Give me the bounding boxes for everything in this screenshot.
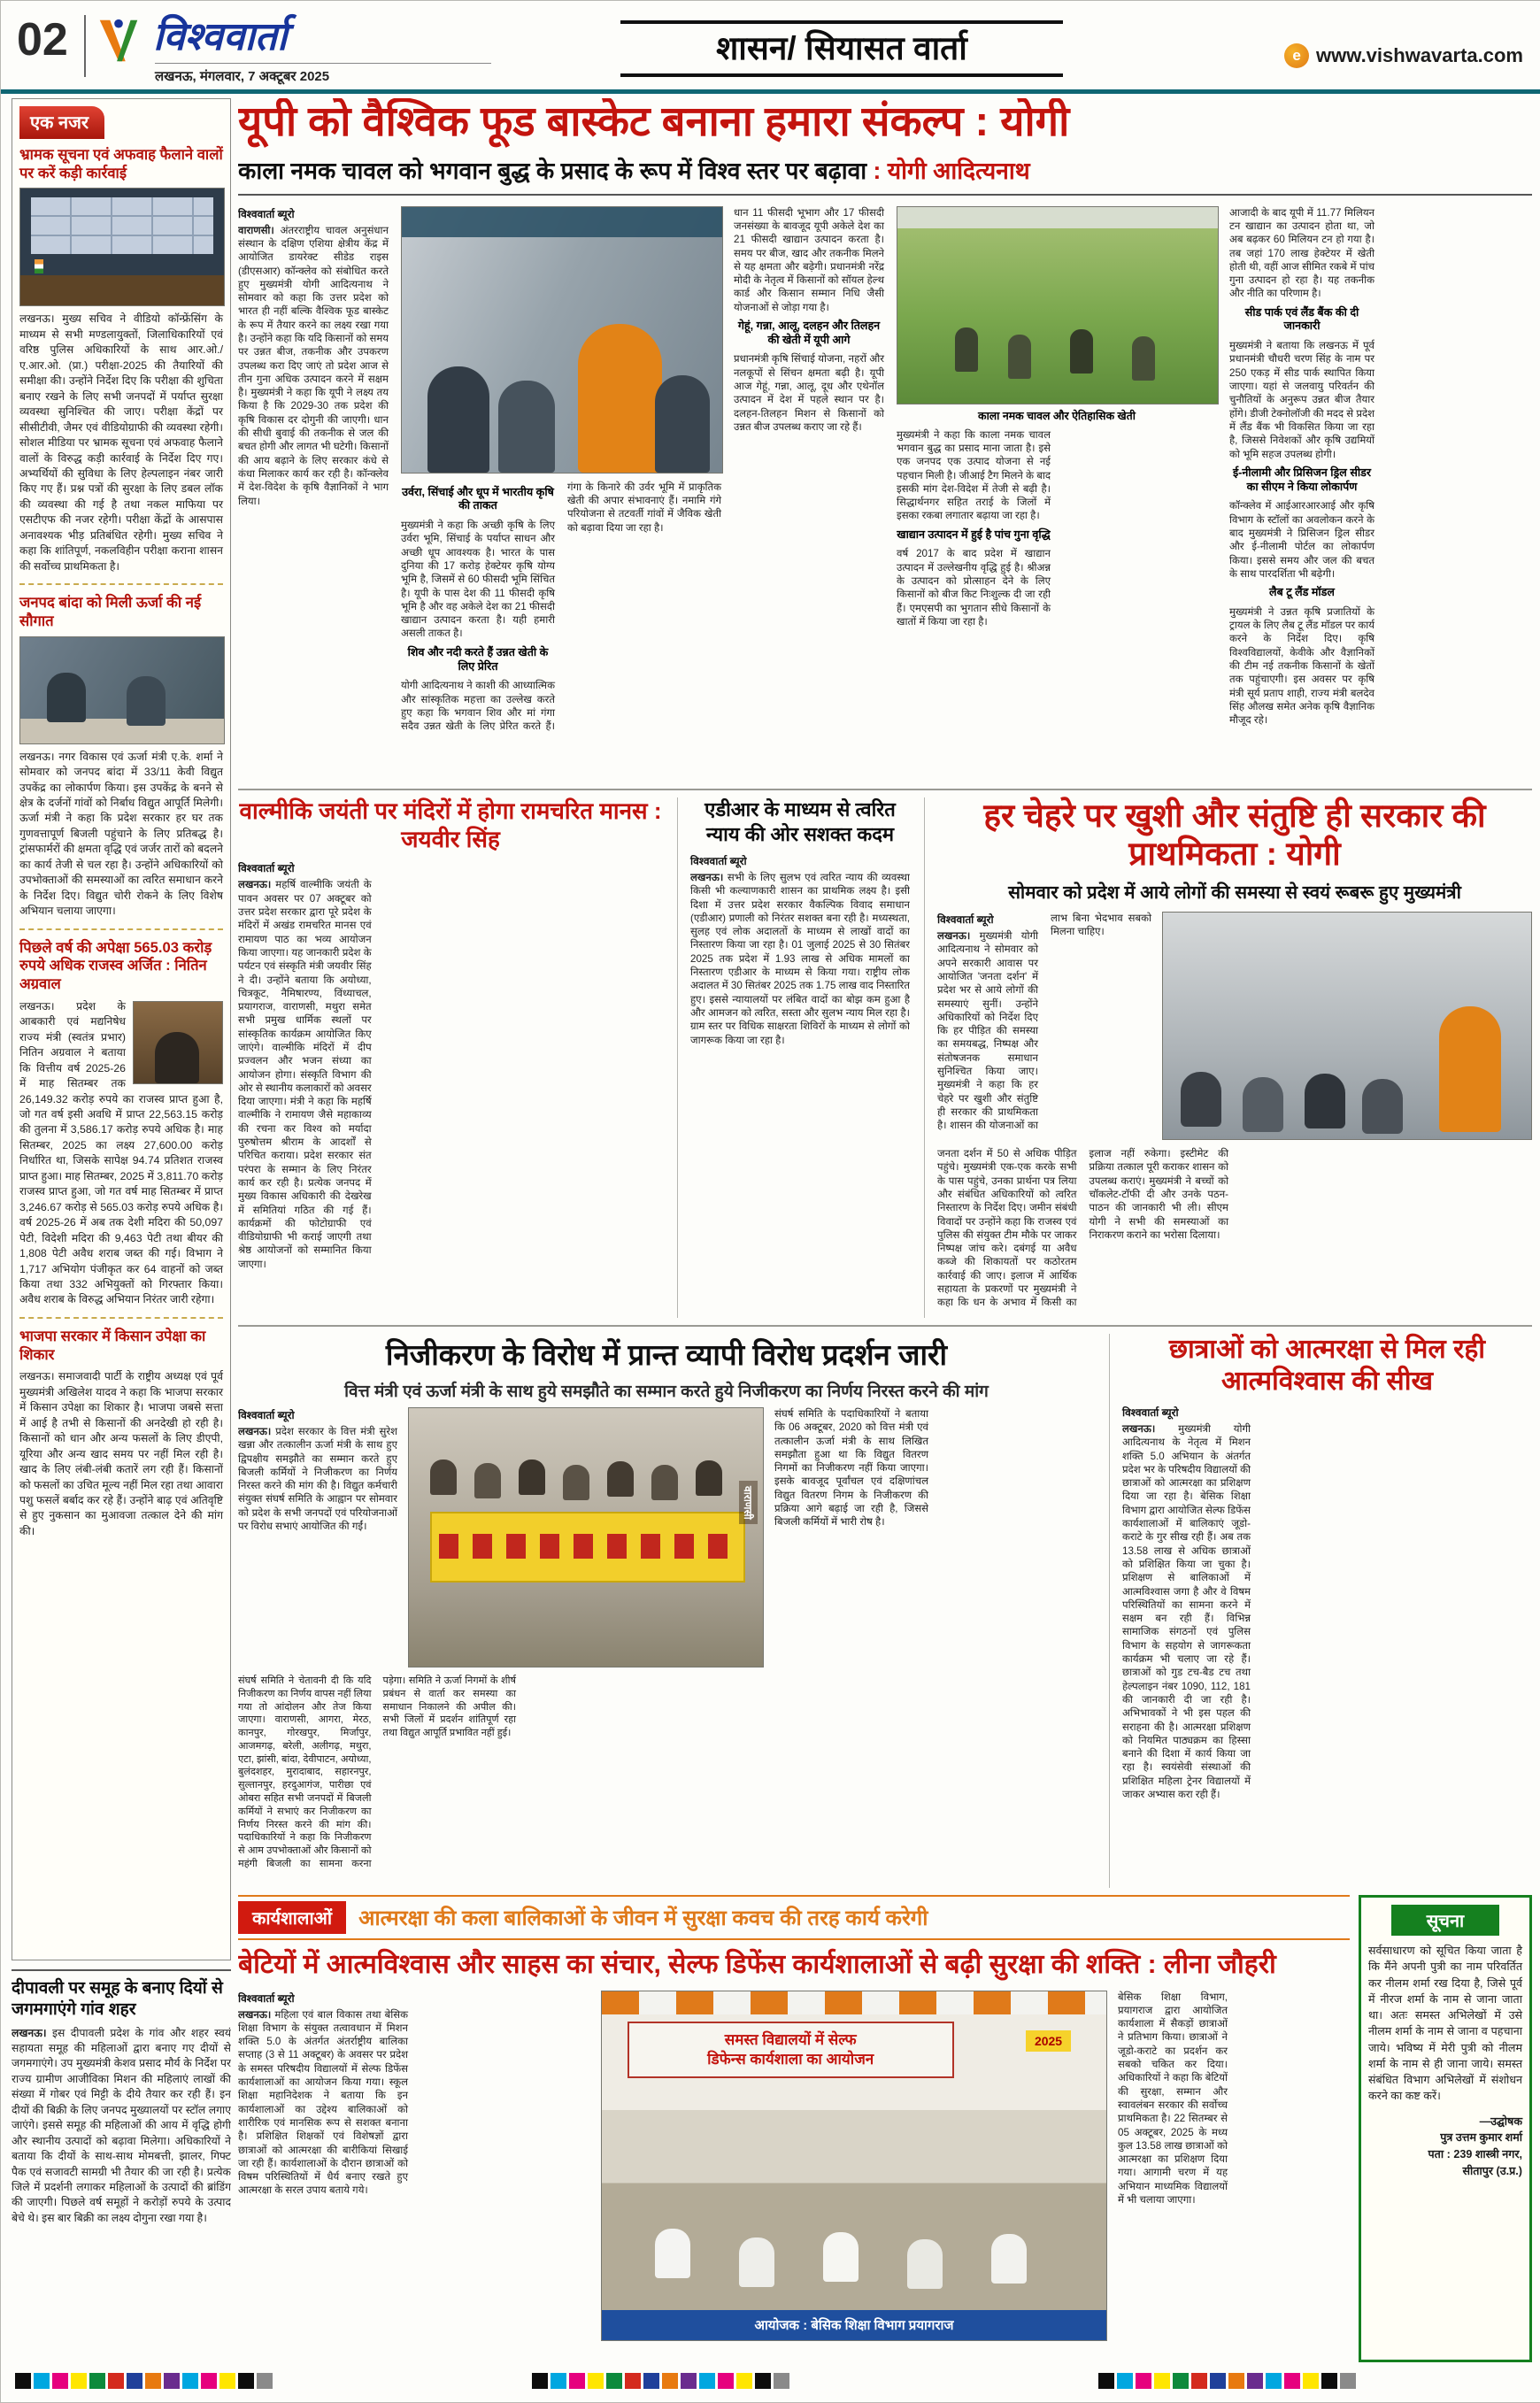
- photo-shape: [47, 673, 86, 722]
- story-text: प्रदेश सरकार के वित्त मंत्री सुरेश खन्ना और तत्कालीन ऊर्जा मंत्री के साथ हुए द्विपक्षीय समझौते का सम्मान करते हुए बिजली कर्मियों ने निजीकरण का निर्णय निरस्त करने की मांग की है। विद्युत कर्मचारी संयुक्त संघर्ष समिति के आह्वान पर सोमवार को प्रदेश के सभी जनपदों एवं परियोजनाओं पर विरोध सभाएं आयोजित की गईं।: [238, 1426, 397, 1533]
- registration-mark: [1191, 2373, 1207, 2389]
- workshop-banner: [628, 2022, 954, 2078]
- one-glance-header: एक नजर: [19, 106, 104, 139]
- story-text: [12, 2026, 231, 2227]
- registration-mark: [736, 2373, 752, 2389]
- protest-banner: [430, 1512, 745, 1583]
- sidebar-story-3-text: लखनऊ। प्रदेश के आबकारी एवं मद्यनिषेध राज्य मंत्री (स्वतंत्र प्रभार) नितिन अग्रवाल ने बताया कि वित्तीय वर्ष 2025-26 में माह सितम्बर तक 26,149.32 करोड़ रुपये का राजस्व प्राप्त हुआ है, जो गत वर्ष इसी अवधि में प्राप्त 22,563.15 करोड़ की तुलना में 3,586.17 करोड़ रुपये अधिक है। माह सितम्बर, 2025 का लक्ष्य 27,600.00 करोड़ निर्धारित था, जिसके सापेक्ष 94.74 प्रतिशत राजस्व प्राप्त हुआ। माह सितम्बर, 2025 में 3,811.70 करोड़ राजस्व प्राप्त हुआ, जो गत वर्ष माह सितम्बर में प्राप्त 3,246.67 करोड़ से 565.03 करोड़ रुपये अधिक है। वर्ष 2025-26 में अब तक देशी मदिरा की 50,097 पेटी, विदेशी मदिरा की 9,463 पेटी तथा बीयर की 1,808 पेटी अवैध शराब जब्त की गई। विभाग ने 1,717 अभियोग पंजीकृत कर 64 वाहनों को जब्त किया तथा 332 अभियुक्तों को गिरफ्तार किया। अवैध शराब के विरुद्ध अभियान निरंतर जारी रहेगा।: [19, 999, 223, 1306]
- story-text: [238, 878, 372, 1271]
- nitin-agrawal-photo: [133, 1001, 223, 1084]
- dateline: लखनऊ।: [238, 2008, 272, 2021]
- print-color-bar: [15, 2373, 273, 2391]
- valmiki-body: [238, 860, 663, 1303]
- india-flag-icon: [35, 259, 43, 273]
- registration-mark: [1284, 2373, 1300, 2389]
- photo-shape: [655, 2229, 690, 2278]
- registration-mark: [108, 2373, 124, 2389]
- registration-mark: [569, 2373, 585, 2389]
- photo-shape: [602, 1991, 1106, 2014]
- registration-mark: [1321, 2373, 1337, 2389]
- lead-subheadline-name: : योगी आदित्यनाथ: [873, 157, 1030, 184]
- sidebar-story-4-text: लखनऊ। समाजवादी पार्टी के राष्ट्रीय अध्यक्ष एवं पूर्व मुख्यमंत्री अखिलेश यादव ने कहा कि भाजपा सरकार में किसान उपेक्षा का शिकार है। भाजपा जबसे सत्ता में आई है तभी से किसानों की अनदेखी हो रही है। किसानों को धान और अन्य फसलों के लिए डीएपी, यूरिया और अन्य खाद समय पर नहीं मिल रही है। खाद के लिए लंबी-लंबी कतारें लग रही हैं। किसानों को फसलों का उचित मूल्य नहीं मिल रहा तथा आवारा पशु फसलें बर्बाद कर रहे हैं। उन्होंने बाढ़ एवं अतिवृष्टि से हुए नुकसान का मुआवजा तत्काल देने की मांग की।: [19, 1370, 223, 1537]
- dateline: वाराणसी।: [238, 224, 274, 236]
- sidebar-separator: [19, 583, 223, 585]
- story-text: मुख्यमंत्री योगी आदित्यनाथ के नेतृत्व में मिशन शक्ति 5.0 अभियान के अंतर्गत प्रदेश भर के परिषदीय विद्यालयों की छात्राओं को आत्मरक्षा का प्रशिक्षण दिया जा रहा है। बेसिक शिक्षा विभाग द्वारा आयोजित सेल्फ डिफेंस कार्यशालाओं में बालिकाएं जूडो-कराटे के गुर सीख रही हैं। अब तक 13.58 लाख से अधिक छात्राओं को प्रशिक्षित किया जा चुका है। प्रशिक्षण से बालिकाओं में आत्मविश्वास जगा है और वे विषम परिस्थितियों का सामना करने में सक्षम बन रही हैं। विभिन्न सामाजिक संगठनों एवं पुलिस विभाग के सहयोग से जागरूकता कार्यक्रम भी चलाए जा रहे हैं। छात्राओं को गुड टच-बैड टच तथा हेल्पलाइन नंबर 1090, 112, 181 की जानकारी दी जा रही है। अभिभावकों ने भी इस पहल की सराहना की है। आत्मरक्षा प्रशिक्षण को नियमित पाठ्यक्रम का हिस्सा बनाने की दिशा में कार्य किया जा रहा है। स्वयंसेवी संस्थाओं की प्रशिक्षित महिला ट्रेनर विद्यालयों में जाकर अभ्यास करा रही हैं।: [1122, 1423, 1251, 1801]
- privatization-left-text: [238, 1407, 397, 1667]
- story-text: धान 11 फीसदी भूभाग और 17 फीसदी जनसंख्या के बावजूद यूपी अकेले देश का 21 फीसदी खाद्यान उत्पादन करता है। समय पर बीज, खाद और तकनीक मिलने से यह क्षमता और बढ़ेगी। प्रधानमंत्री नरेंद्र मोदी के नेतृत्व में किसानों को सॉयल हेल्थ कार्ड और किसान सम्मान निधि जैसी योजनाओं से जोड़ा गया है।: [734, 206, 884, 313]
- workshop-strip-text: आत्मरक्षा की कला बालिकाओं के जीवन में सुरक्षा कवच की तरह कार्य करेगी: [358, 1906, 928, 1930]
- second-band: [238, 789, 1532, 1318]
- story-text: महर्षि वाल्मीकि जयंती के पावन अवसर पर 07 अक्टूबर को उत्तर प्रदेश सरकार द्वारा पूरे प्रदेश के मंदिरों में अखंड रामचरित मानस एवं रामायण पाठ का भव्य आयोजन किया जाएगा। यह जानकारी प्रदेश के पर्यटन एवं संस्कृति मंत्री जयवीर सिंह ने दी। उन्होंने बताया कि अयोध्या, चित्रकूट, नैमिषारण्य, विंध्याचल, प्रयागराज, वाराणसी, मथुरा समेत सभी प्रमुख धार्मिक स्थलों पर सांस्कृतिक कार्यक्रम आयोजित किए जाएंगे। वाल्मीकि मंदिरों में दीप प्रज्वलन और भजन संध्या का आयोजन होगा। संस्कृति विभाग की ओर से स्थानीय कलाकारों को अवसर दिया जाएगा। मंत्री ने कहा कि महर्षि वाल्मीकि ने रामायण जैसे महाकाव्य की रचना कर विश्व को मर्यादा पुरुषोत्तम श्रीराम के आदर्शों से परिचित कराया। प्रदेश सरकार संत परंपरा के सम्मान के लिए निरंतर कार्य कर रही है। प्रत्येक जनपद में मुख्य विकास अधिकारी की देखरेख में समितियां गठित की गई हैं। कार्यक्रमों की फोटोग्राफी एवं वीडियोग्राफी भी कराई जाएगी तथा श्रेष्ठ आयोजनों को सम्मानित किया जाएगा।: [238, 879, 372, 1270]
- story-text: अंतरराष्ट्रीय चावल अनुसंधान संस्थान के दक्षिण एशिया क्षेत्रीय केंद्र में आयोजित डायरेक्ट सीडेड राइस (डीएसआर) कॉन्क्लेव को संबोधित करते हुए मुख्यमंत्री योगी आदित्यनाथ ने सोमवार को कहा कि उत्तर प्रदेश को भारत ही नहीं बल्कि वैश्विक फूड बास्केट के रूप में तैयार करने का लक्ष्य रखा गया है। उन्होंने कहा कि यदि किसानों को समय पर उन्नत बीज, तकनीक और उपकरण उपलब्ध करा दिए जाएं तो प्रदेश आज से तीन गुना अधिक उत्पादन करने में सक्षम है। मुख्यमंत्री ने कहा कि यूपी ने लक्ष्य तय किया है कि 2029-30 तक प्रदेश की कृषि विकास दर दोगुनी की जाएगी। धान की सीधी बुवाई की तकनीक से जल की बचत होगी और लागत भी घटेगी। किसानों की आय बढ़ाने के लिए सरकार कंधे से कंधा मिलाकर कार्य कर रही है। कॉन्क्लेव में देश-विदेश के कृषि वैज्ञानिकों ने भाग लिया।: [238, 224, 389, 507]
- print-color-bar: [1098, 2373, 1356, 2391]
- public-notice: [1359, 1895, 1532, 2362]
- registration-mark: [1228, 2373, 1244, 2389]
- substation-inauguration-photo: [19, 636, 225, 744]
- dateline: लखनऊ।: [690, 872, 724, 883]
- edition-dateline: लखनऊ, मंगलवार, 7 अक्टूबर 2025: [155, 63, 491, 85]
- registration-mark: [1266, 2373, 1282, 2389]
- banner-line-2: डिफेन्स कार्यशाला का आयोजन: [707, 2050, 874, 2068]
- privatization-headline: निजीकरण के विरोध में प्रान्त व्यापी विरोध प्रदर्शन जारी: [385, 1338, 948, 1371]
- story-text: [690, 871, 910, 1294]
- registration-mark: [145, 2373, 161, 2389]
- sidebar-story-2-headline: जनपद बांदा को मिली ऊर्जा की नई सौगात: [19, 594, 202, 629]
- photo-shape: [655, 375, 710, 473]
- video-conference-photo: [19, 188, 225, 306]
- registration-mark: [662, 2373, 678, 2389]
- story-text: योगी आदित्यनाथ ने काशी की आध्यात्मिक और सांस्कृतिक महत्ता का उल्लेख करते हुए कहा कि भगवान शिव और मां गंगा सदैव उन्नत खेती के लिए प्रेरित करते हैं। गंगा के किनारे की उर्वर भूमि में प्राकृतिक खेती की अपार संभावनाएं हैं। नमामि गंगे परियोजना से तटवर्ती गांवों में जैविक खेती को बढ़ावा दिया जा रहा है।: [401, 481, 721, 733]
- registration-mark: [257, 2373, 273, 2389]
- workshop-strip: [238, 1895, 1350, 1940]
- janata-headline: हर चेहरे पर खुशी और संतुष्टि ही सरकार की प्राथमिकता : योगी: [983, 797, 1486, 872]
- story-text: मुख्यमंत्री ने बताया कि लखनऊ में पूर्व प्रधानमंत्री चौधरी चरण सिंह के नाम पर 250 एकड़ में सीड पार्क स्थापित किया जाएगा। यहां से जलवायु परिवर्तन की चुनौतियों के अनुरूप उन्नत बीज तैयार होंगे। डीजी टेक्नोलॉजी की मदद से प्रदेश में लैंड बैंक भी विकसित किया जा रहा है, जिससे निवेशकों और कृषि उद्यमियों को भूमि सहज उपलब्ध होगी।: [1229, 340, 1374, 460]
- crosshead: गेहूं, गन्ना, आलू, दलहन और तिलहन की खेती में यूपी आगे: [737, 320, 881, 346]
- workshop-right-text: बेसिक शिक्षा विभाग, प्रयागराज द्वारा आयोजित कार्यशाला में सैकड़ों छात्राओं ने प्रतिभाग किया। छात्राओं ने जूडो-कराटे का प्रदर्शन कर सबको चकित कर दिया। अधिकारियों ने कहा कि बेटियों की सुरक्षा, सम्मान और स्वावलंबन सरकार की सर्वोच्च प्राथमिकता है। 22 सितम्बर से 05 अक्टूबर, 2025 के मध्य कुल 13.58 लाख छात्राओं को आत्मरक्षा का प्रशिक्षण दिया गया। आगामी चरण में यह अभियान माध्यमिक विद्यालयों में भी चलाया जाएगा।: [1118, 1991, 1228, 2207]
- registration-mark: [164, 2373, 180, 2389]
- banner-year: 2025: [1026, 2030, 1071, 2052]
- registration-mark: [551, 2373, 566, 2389]
- photo-shape: [20, 275, 224, 305]
- lead-body: [238, 206, 1532, 773]
- byline: विश्ववार्ता ब्यूरो: [238, 1991, 295, 2005]
- notice-text: सर्वसाधारण को सूचित किया जाता है कि मैंने अपनी पुत्री का नाम परिवर्तित कर नीलम शर्मा रख दिया है, जिसे पूर्व में नीरज शर्मा के नाम से जाना जाता था। अतः समस्त अभिलेखों में उसे नीलम शर्मा के नाम से जाना व पहचाना जाये। भविष्य में मेरी पुत्री को नीलम शर्मा के नाम से ही जाना जाये। समस्त संबंधित विभाग अभिलेखों में संशोधन करने का कष्ट करें।: [1368, 1945, 1522, 2103]
- registration-mark: [606, 2373, 622, 2389]
- story-text: वर्ष 2017 के बाद प्रदेश में खाद्यान उत्पादन में उल्लेखनीय वृद्धि हुई है। श्रीअन्न के उत्पादन को प्रोत्साहन देने के लिए किसानों को बीज किट निःशुल्क दी जा रही हैं। एमएसपी का भुगतान सीधे किसानों के खातों में किया जा रहा है।: [897, 548, 1051, 628]
- page-number: 02: [17, 14, 68, 65]
- janata-left-text: [937, 912, 1151, 1138]
- notice-signature: [1368, 2114, 1522, 2181]
- registration-mark: [532, 2373, 548, 2389]
- lead-column-4-text: [897, 428, 1217, 763]
- photo-shape: [402, 207, 722, 237]
- sidebar-separator: [19, 928, 223, 930]
- registration-mark: [52, 2373, 68, 2389]
- janata-subheadline: सोमवार को प्रदेश में आये लोगों की समस्या से स्वयं रूबरू हुए मुख्यमंत्री: [1008, 882, 1461, 904]
- sidebar-story-3-headline: पिछले वर्ष की अपेक्षा 565.03 करोड़ रुपये अधिक राजस्व अर्जित : नितिन अग्रवाल: [19, 938, 212, 993]
- registration-mark: [1303, 2373, 1319, 2389]
- story-text: इस दीपावली प्रदेश के गांव और शहर स्वयं सहायता समूह की महिलाओं द्वारा बनाए गए दीयों से जगमगाएंगे। उप मुख्यमंत्री केशव प्रसाद मौर्य के निर्देश पर राज्य ग्रामीण आजीविका मिशन की महिलाएं लाखों की संख्या में गोबर एवं मिट्टी के दीये तैयार कर रही हैं। इन दीयों की बिक्री के लिए जनपद मुख्यालयों पर स्टॉल लगाए जाएंगे। इससे समूह की महिलाओं की आय में वृद्धि होगी और स्थानीय उत्पादों को बढ़ावा मिलेगा। अधिकारियों ने बताया कि दीयों के साथ-साथ मोमबत्ती, झालर, गिफ्ट पैक एवं सजावटी सामग्री भी तैयार की जा रही है। प्रत्येक जिले में प्रदर्शनी लगाकर महिलाओं के उत्पादों की ब्रांडिंग की जाएगी। पिछले वर्ष समूहों ने करोड़ों रुपये के उत्पाद बेचे थे। इस बार बिक्री का लक्ष्य दोगुना रखा गया है।: [12, 2026, 231, 2224]
- privatization-subheadline: वित्त मंत्री एवं ऊर्जा मंत्री के साथ हुये समझौते का सम्मान करते हुये निजीकरण का निर्णय निरस्त करने की मांग: [344, 1382, 989, 1401]
- adr-story: [677, 797, 910, 1318]
- registration-mark: [238, 2373, 254, 2389]
- story-text: महिला एवं बाल विकास तथा बेसिक शिक्षा विभाग के संयुक्त तत्वावधान में मिशन शक्ति 5.0 के अंतर्गत अंतर्राष्ट्रीय बालिका सप्ताह (3 से 11 अक्टूबर) के अवसर पर प्रदेश के समस्त परिषदीय विद्यालयों में सेल्फ डिफेंस कार्यशालाओं का आयोजन किया गया। स्कूल शिक्षा महानिदेशक ने बताया कि इ‍न कार्यशालाओं का उद्देश्य बालिकाओं को शारीरिक एवं मानसिक रूप से सशक्त बनाना है। प्रशिक्षित शिक्षकों एवं विशेषज्ञों द्वारा छात्राओं को आत्मरक्षा की बारीकियां सिखाई जा रही हैं। कार्यशालाओं के दौरान छात्राओं को विषम परिस्थितियों में धैर्य बनाए रखते हुए आत्मरक्षा के सरल उपाय बताये गये।: [238, 2008, 408, 2197]
- crosshead: खाद्यान उत्पादन में हुई है पांच गुना वृद्धि: [897, 528, 1051, 541]
- story-text: कॉन्क्लेव में आईआरआरआई और कृषि विभाग के स्टॉलों का अवलोकन करने के बाद मुख्यमंत्री ने प्रिसिजन ड्रिल सीडर और ई-नीलामी पोर्टल का लोकार्पण किया। इससे समय और जल की बचत के साथ पारदर्शिता भी बढ़ेगी।: [1229, 500, 1374, 580]
- registration-mark: [1173, 2373, 1189, 2389]
- one-glance-sidebar: [12, 98, 231, 1960]
- photo-shape: [1181, 1072, 1221, 1127]
- self-defense-workshop-photo: [601, 1991, 1107, 2341]
- masthead-logo-icon: [93, 15, 144, 66]
- byline: विश्ववार्ता ब्यूरो: [690, 855, 747, 867]
- valmiki-headline: वाल्मीकि जयंती पर मंदिरों में होगा रामचरित मानस : जयवीर सिंह: [239, 797, 662, 852]
- registration-mark: [1136, 2373, 1151, 2389]
- story-text: [238, 2008, 408, 2198]
- registration-mark: [1154, 2373, 1170, 2389]
- privatization-bottom-text: संघर्ष समिति ने चेतावनी दी कि यदि निजीकरण का निर्णय वापस नहीं लिया गया तो आंदोलन और तेज किया जाएगा। वाराणसी, आगरा, मेरठ, कानपुर, गोरखपुर, मिर्जापुर, आजमगढ़, बरेली, अलीगढ़, मथुरा, एटा, झांसी, बांदा, देवीपाटन, अयोध्या, बुलंदशहर, मुरादाबाद, सहारनपुर, सुल्तानपुर, हरदुआगंज, पारीछा एवं ओबरा सहित सभी जनपदों में बिजली कर्मियों ने सभाएं कर निजीकरण का निर्णय निरस्त करने की मांग की। पदाधिकारियों ने कहा कि निजीकरण से आम उपभोक्ताओं और किसानों को महंगी बिजली का सामना करना पड़ेगा। समिति ने ऊर्जा निगमों के शीर्ष प्रबंधन से वार्ता कर समस्या का समाधान निकालने की अपील की। सभी जिलों में प्रदर्शन शांतिपूर्ण रहा तथा विद्युत आपूर्ति प्रभावित नहीं हुई।: [238, 1675, 516, 1869]
- third-band: [238, 1325, 1532, 1888]
- registration-mark: [625, 2373, 641, 2389]
- sidebar-story-1-text: लखनऊ। मुख्य सचिव ने वीडियो कॉन्फ्रेंसिंग के माध्यम से सभी मण्डलायुक्तों, जिलाधिकारियों एवं वरिष्ठ पुलिस अधिकारियों के साथ आर.ओ./ए.आर.ओ. (प्रा.) परीक्षा-2025 की तैयारियों की समीक्षा की। उन्होंने निर्देश दिए कि परीक्षा की शुचिता बनाए रखने के लिए सभी जनपदों में पर्याप्त सुरक्षा व्यवस्था सुनिश्चित की जाए। परीक्षा केंद्रों पर सीसीटीवी, जैमर एवं वीडियोग्राफी की व्यवस्था रहेगी। सोशल मीडिया पर भ्रामक सूचना एवं अफवाह फैलाने वालों के विरुद्ध कड़ी कार्रवाई के निर्देश दिए गए। अभ्यर्थियों की सुविधा के लिए हेल्पलाइन नंबर जारी किए गए हैं। प्रश्न पत्रों की सुरक्षा के लिए डबल लॉक की व्यवस्था की गई है तथा नकल माफिया पर एसटीएफ की नजर रहेगी। परीक्षा केंद्रों के आसपास अनावश्यक भीड़ प्रतिबंधित रहेगी। मुख्य सचिव ने कहा कि शांतिपूर्ण, नकलविहीन परीक्षा कराना शासन की सर्वोच्च प्राथमिकता है।: [19, 312, 223, 573]
- crosshead: सीड पार्क एवं लैंड बैंक की दी जानकारी: [1244, 305, 1359, 333]
- story-text: [1122, 1422, 1251, 1801]
- byline: विश्ववार्ता ब्यूरो: [238, 862, 295, 875]
- photo-watermark: वाराणसी: [739, 1481, 758, 1525]
- story-text: आजादी के बाद यूपी में 11.77 मिलियन टन खाद्यान का उत्पादन होता था, जो अब बढ़कर 60 मिलियन टन हो गया है। तब जहां 170 लाख हेक्टेयर में खेती होती थी, वहीं आज सीमित रकबे में पांच गुना उत्पादन हो रहा है। यह तकनीक और नीति का परिणाम है।: [1229, 206, 1374, 300]
- registration-mark: [643, 2373, 659, 2389]
- globe-icon: e: [1284, 43, 1309, 68]
- signature-line: सीतापुर (उ.प्र.): [1462, 2165, 1522, 2178]
- masthead-title: विश्ववार्ता: [153, 15, 288, 58]
- kala-namak-rice-photo: [897, 206, 1219, 404]
- sidebar-story-1: [19, 146, 223, 574]
- signature-line: पता : 239 शास्त्री नगर,: [1428, 2148, 1522, 2161]
- header-divider: [84, 15, 86, 77]
- banner-line-1: समस्त विद्यालयों में सेल्फ: [724, 2030, 857, 2048]
- workshop-band: [238, 1895, 1350, 2362]
- girls-headline: छात्राओं को आत्मरक्षा से मिल रही आत्मविश्वास की सीख: [1168, 1335, 1486, 1396]
- sidebar-separator: [19, 1317, 223, 1319]
- story-text: प्रधानमंत्री कृषि सिंचाई योजना, नहरों और नलकूपों से सिंचन क्षमता बढ़ी है। यूपी आज गेहूं, गन्ना, आलू, दूध और एथेनॉल उत्पादन में देश में पहले स्थान पर है। दलहन-तिलहन मिशन से किसानों को उन्नत बीज उपलब्ध कराए जा रहे हैं।: [734, 353, 884, 433]
- photo-shape: [1439, 1006, 1501, 1132]
- registration-mark: [89, 2373, 105, 2389]
- registration-mark: [718, 2373, 734, 2389]
- sidebar-story-1-headline: भ्रामक सूचना एवं अफवाह फैलाने वालों पर करें कड़ी कार्रवाई: [19, 146, 223, 181]
- workshop-row: [238, 1991, 1350, 2341]
- story-text: सभी के लिए सुलभ एवं त्वरित न्याय की व्यवस्था किसी भी कल्याणकारी शासन का प्राथमिक लक्ष्य है। इसी दिशा में उत्तर प्रदेश सरकार वैकल्पिक विवाद समाधान (एडीआर) प्रणाली को निरंतर सशक्त बना रही है। मध्यस्थता, सुलह एवं लोक अदालतों के माध्यम से लाखों वादों का निस्तारण किया जा रहा है। 01 जुलाई 2025 से 30 सितंबर 2025 तक प्रदेश में 1.93 लाख से अधिक मामलों का निस्तारण एडीआर के माध्यम से किया गया। राष्ट्रीय लोक अदालत में 30 सितंबर 2025 तक 1.75 लाख वाद निस्तारित हुए। इससे न्यायालयों पर लंबित वादों का बोझ कम हुआ है और आमजन को त्वरित, सस्ता और सुलभ न्याय मिल रहा है। ग्राम स्तर पर विधिक साक्षरता शिविरों के माध्यम से लोगों को जागरूक किया जा रहा है।: [690, 872, 910, 1046]
- registration-mark: [34, 2373, 50, 2389]
- story-text: मुख्यमंत्री योगी आदित्यनाथ ने सोमवार को अपने सरकारी आवास पर आयोजित 'जनता दर्शन' में प्रदेश भर से आये लोगों की समस्याएं सुनीं। उन्होंने अधिकारियों को निर्देश दिए कि हर पीड़ित की समस्या का समयबद्ध, निष्पक्ष और संतोषजनक समाधान सुनिश्चित किया जाए। मुख्यमंत्री ने कहा कि हर चेहरे पर खुशी और संतुष्टि ही सरकार की प्राथमिकता है। शासन की योजनाओं का लाभ बिना भेदभाव सबको मिलना चाहिए।: [937, 913, 1151, 1132]
- diwali-headline: दीपावली पर समूह के बनाए दियों से जगमगाएंगे गांव शहर: [12, 1979, 223, 2019]
- sidebar-story-2: [19, 594, 223, 919]
- page-header: [1, 1, 1540, 89]
- registration-mark: [699, 2373, 715, 2389]
- website-url: www.vishwavarta.com: [1316, 44, 1523, 66]
- lead-story: [238, 98, 1532, 782]
- photo-shape: [578, 324, 662, 473]
- crosshead: शिव और नदी करते हैं उन्नत खेती के लिए प्रेरित: [407, 645, 549, 673]
- signature-line: —उद्घोषक: [1479, 2114, 1522, 2128]
- yogi-conclave-photo: [401, 206, 723, 474]
- header-rule: [1, 89, 1540, 94]
- girls-self-defense-story: [1109, 1334, 1532, 1888]
- crosshead: ई-नीलामी और प्रिसिजन ड्रिल सीडर का सीएम ने किया लोकार्पण: [1233, 466, 1371, 493]
- story-text: मुख्यमंत्री ने कहा कि अच्छी कृषि के लिए उर्वरा भूमि, सिंचाई के पर्याप्त साधन और अच्छी धूप आवश्यक है। भारत के पास दुनिया की 17 करोड़ हेक्टेयर कृषि योग्य भूमि है, जिसमें से 60 फीसदी भूमि सिंचित है। यूपी के पास देश की 11 फीसदी कृषि भूमि है और वह अकेले देश का 21 फीसदी खाद्यान उत्पादन करता है। यही हमारी असली ताकत है।: [401, 520, 555, 640]
- lead-text: [238, 224, 389, 508]
- lead-column-1: [238, 206, 389, 773]
- dateline: लखनऊ।: [238, 1426, 272, 1437]
- sidebar-story-4-headline: भाजपा सरकार में किसान उपेक्षा का शिकार: [19, 1327, 206, 1363]
- registration-mark: [774, 2373, 789, 2389]
- byline: विश्ववार्ता ब्यूरो: [937, 913, 994, 927]
- lead-subheadline: [238, 154, 1532, 196]
- lead-column-2-text: [401, 481, 721, 746]
- privatization-story: [238, 1334, 1095, 1888]
- registration-mark: [127, 2373, 142, 2389]
- sidebar-story-2-text: लखनऊ। नगर विकास एवं ऊर्जा मंत्री ए.के. शर्मा ने सोमवार को जनपद बांदा में 33/11 केवी विद्युत उपकेंद्र का लोकार्पण किया। इस उपकेंद्र के बनने से क्षेत्र के दर्जनों गांवों को निर्बाध विद्युत आपूर्ति मिलेगी। ऊर्जा मंत्री ने कहा कि प्रदेश सरकार हर घर तक गुणवत्तापूर्ण बिजली पहुंचाने के लिए प्रतिबद्ध है। ट्रांसफार्मरों की क्षमता वृद्धि एवं जर्जर तारों को बदलने का कार्य तेजी से चल रहा है। उन्होंने अधिकारियों को उपभोक्ताओं की समस्याओं का त्वरित समाधान करने के निर्देश दिए। विद्युत चोरी रोकने के लिए विशेष अभियान चलाया जाएगा।: [19, 750, 223, 918]
- photo-caption: काला नमक चावल और ऐतिहासिक खेती: [978, 409, 1136, 422]
- print-color-bar: [532, 2373, 789, 2391]
- photo-shape: [897, 207, 1218, 228]
- janata-darshan-photo: [1162, 912, 1532, 1140]
- janata-row: [937, 912, 1532, 1140]
- website-link[interactable]: [1284, 43, 1523, 68]
- registration-mark: [1117, 2373, 1133, 2389]
- lead-column-2: [401, 206, 721, 773]
- lead-column-3: [734, 206, 884, 773]
- privatization-row: [238, 1407, 1095, 1667]
- registration-mark: [1340, 2373, 1356, 2389]
- workshop-organizer: आयोजक : बेसिक शिक्षा विभाग प्रयागराज: [602, 2310, 1106, 2340]
- lead-column-4: [897, 206, 1217, 773]
- photo-shape: [430, 1460, 457, 1495]
- lead-subheadline-text: काला नमक चावल को भगवान बुद्ध के प्रसाद के रूप में विश्व स्तर पर बढ़ावा: [238, 157, 867, 184]
- photo-shape: [155, 1032, 199, 1083]
- dateline: लखनऊ।: [1122, 1423, 1156, 1435]
- story-text: [238, 1425, 397, 1533]
- registration-mark: [1247, 2373, 1263, 2389]
- story-text: मुख्यमंत्री ने कहा कि काला नमक चावल भगवान बुद्ध का प्रसाद माना जाता है। इसे एक जनपद एक उत्पाद योजना से नई पहचान मिली है। जीआई टैग मिलने के बाद इसकी मांग देश-विदेश में तेजी से बढ़ी है। सिद्धार्थनगर सहित तराई के जिलों में इसका रकबा लगातार बढ़ाया जा रहा है।: [897, 428, 1051, 522]
- dateline: लखनऊ।: [12, 2026, 47, 2039]
- story-text: [937, 912, 1151, 1138]
- protest-photo: [408, 1407, 764, 1667]
- workshop-strip-label: कार्यशालाओं: [238, 1901, 346, 1934]
- adr-headline: एडीआर के माध्यम से त्वरित न्याय की ओर सशक्त कदम: [705, 798, 896, 845]
- photo-shape: [498, 381, 555, 473]
- registration-mark: [1210, 2373, 1226, 2389]
- registration-mark: [681, 2373, 697, 2389]
- crosshead: लैब टू लैंड मॉडल: [1269, 586, 1335, 599]
- registration-mark: [15, 2373, 31, 2389]
- sidebar-story-3: [19, 939, 223, 1308]
- notice-header: सूचना: [1391, 1905, 1499, 1936]
- byline: विश्ववार्ता ब्यूरो: [238, 1409, 295, 1421]
- registration-mark: [1098, 2373, 1114, 2389]
- lead-column-5: [1229, 206, 1532, 773]
- girls-body: [1122, 1405, 1532, 1872]
- registration-mark: [182, 2373, 198, 2389]
- photo-shape: [955, 327, 978, 372]
- section-title: शासन/ सियासत वार्ता: [620, 20, 1063, 77]
- workshop-left-text: [238, 1991, 590, 2339]
- diwali-story: [12, 1969, 231, 2362]
- crosshead: उर्वरा, सिंचाई और धूप में भारतीय कृषि की ताकत: [402, 485, 554, 512]
- byline: विश्ववार्ता ब्यूरो: [1122, 1406, 1179, 1419]
- registration-mark: [201, 2373, 217, 2389]
- lead-headline: यूपी को वैश्विक फूड बास्केट बनाना हमारा संकल्प : योगी: [238, 98, 1070, 144]
- valmiki-story: [238, 797, 663, 1318]
- registration-mark: [219, 2373, 235, 2389]
- registration-mark: [588, 2373, 604, 2389]
- janata-bottom-text: जनता दर्शन में 50 से अधिक पीड़ित पहुंचे। मुख्यमंत्री एक-एक करके सभी के पास पहुंचे, उनका प्रार्थना पत्र लिया और संबंधित अधिकारियों को त्वरित निस्तारण के निर्देश दिए। जमीन संबंधी विवादों पर उन्होंने कहा कि राजस्व एवं पुलिस की संयुक्त टीम मौके पर जाकर निष्पक्ष जांच करे। दबंगई या अवैध कब्जे की शिकायतों पर कठोरतम कार्रवाई की जाए। इलाज में आर्थिक सहायता के प्रकरणों पर मुख्यमंत्री ने कहा कि धन के अभाव में किसी का इलाज नहीं रुकेगा। इस्टीमेट की प्रक्रिया तत्काल पूरी कराकर शासन को उपलब्ध कराएं। मुख्यमंत्री ने बच्चों को चॉकलेट-टॉफी दी और उनके पठन-पाठन की जानकारी भी ली। सीएम योगी ने सभी की समस्याओं का निराकरण कराने का भरोसा दिलाया।: [937, 1148, 1228, 1309]
- photo-shape: [31, 197, 213, 254]
- story-text: मुख्यमंत्री ने उन्नत कृषि प्रजातियों के ट्रायल के लिए लैब टू लैंड मॉडल पर कार्य करने के निर्देश दिए। कृषि विश्वविद्यालयों, केवीके और वैज्ञानिकों की टीम नई तकनीक किसानों के खेतों तक पहुंचाएगी। इस अवसर पर कृषि मंत्री सूर्य प्रताप शाही, राज्य मंत्री बलदेव सिंह औलख समेत अनेक कृषि वैज्ञानिक मौजूद रहे।: [1229, 605, 1374, 727]
- byline: विश्ववार्ता ब्यूरो: [238, 207, 295, 220]
- sidebar-story-4: [19, 1328, 223, 1539]
- photo-shape: [20, 719, 224, 743]
- registration-mark: [71, 2373, 87, 2389]
- janata-darshan-story: [924, 797, 1532, 1318]
- signature-line: पुत्र उत्तम कुमार शर्मा: [1440, 2131, 1522, 2145]
- privatization-right-text: संघर्ष समिति के पदाधिकारियों ने बताया कि 06 अक्टूबर, 2020 को वित्त मंत्री एवं तत्कालीन ऊर्जा मंत्री के साथ लिखित समझौता हुआ था कि विद्युत वितरण निगमों का निजीकरण नहीं किया जाएगा। इसके बावजूद पूर्वांचल एवं दक्षिणांचल विद्युत वितरण निगम के निजीकरण की प्रक्रिया आगे बढ़ाई जा रही है, जिससे बिजली कर्मियों में भारी रोष है।: [774, 1408, 928, 1529]
- photo-shape: [427, 366, 489, 473]
- dateline: लखनऊ।: [937, 930, 971, 943]
- registration-mark: [755, 2373, 771, 2389]
- dateline: लखनऊ।: [238, 879, 272, 891]
- workshop-headline: बेटियों में आत्मविश्वास और साहस का संचार, सेल्फ डिफेंस कार्यशालाओं से बढ़ी सुरक्षा की शक्ति : लीना जौहरी: [238, 1950, 1276, 1979]
